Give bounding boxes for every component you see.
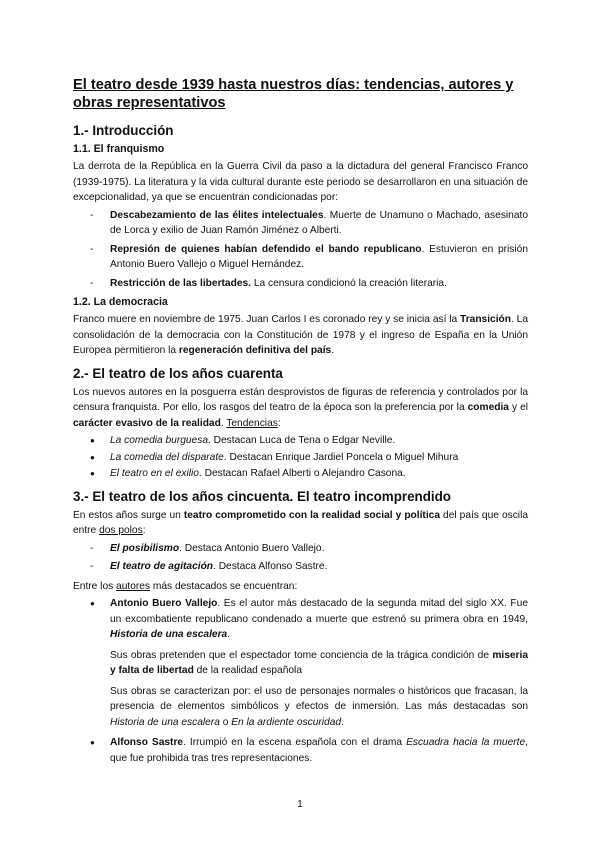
condiciones-list (73, 208, 528, 292)
cincuenta-paragraph: En estos años surge un teatro comprometido con la realidad social y política del país que oscila entre dos polos: (73, 509, 529, 536)
democracia-paragraph: Franco muere en noviembre de 1975. Juan Carlos I es coronado rey y se inicia así la Transición. La consolidación de la democracia con la Constitución de 1978 y el ingreso de España en la Unión Europea permitieron la regeneración definitiva del país. (73, 314, 528, 356)
list-item: - Represión de quienes habían defendido el bando republicano. Estuvieron en prisión Antonio Buero Vallejo o Miguel Hernández. (73, 242, 528, 273)
cuarenta-paragraph: Los nuevos autores en la posguerra están desprovistos de figuras de referencia y controlados por la censura franquista. Por ello, los rasgos del teatro de la época son la preferencia por la comedia y el carácter evasivo de la realidad. Tendencias: (73, 386, 528, 429)
list-item: - El teatro de agitación. Destaca Alfonso Sastre. (73, 559, 528, 575)
list-item: ● El teatro en el exilio. Destacan Rafael Alberti o Alejandro Casona. (73, 466, 528, 482)
list-item-buero: ● Antonio Buero Vallejo. Es el autor más destacado de la segunda mitad del siglo XX. Fue un excombatiente republicano condenado a muerte que estrenó su primera obra en 1949, Historia de una escalera. Sus obras pretenden que el espectador tome conciencia de la trágica condición de miseria y falta de libertad de la realidad española Sus obras se caracterizan por: el uso de personajes normales o históricos que fracasan, la presencia de elementos simbólicos y efectos de inmersión. Las más destacadas son Historia de una escalera o En la ardiente oscuridad. (73, 596, 528, 730)
subsection-1-2-heading: 1.2. La democracia (73, 296, 168, 308)
list-item: - Descabezamiento de las élites intelectuales. Muerte de Unamuno o Machado, asesinato de Lorca y exilio de Juan Ramón Jiménez o Alberti. (73, 208, 528, 239)
polos-list (73, 541, 528, 575)
tendencias-list (73, 433, 528, 482)
list-item-sastre: ● Alfonso Sastre. Irrumpió en la escena española con el drama Escuadra hacia la muerte, que fue prohibida tras tres representaciones. (73, 735, 528, 766)
section-1-heading: 1.- Introducción (73, 123, 174, 138)
list-item: - Restricción de las libertades. La censura condicionó la creación literaria. (73, 276, 528, 292)
list-item: ● La comedia burguesa. Destacan Luca de Tena o Edgar Neville. (73, 433, 528, 449)
section-2-heading: 2.- El teatro de los años cuarenta (73, 365, 283, 381)
franquismo-paragraph: La derrota de la República en la Guerra Civil da paso a la dictadura del general Francisco Franco (1939-1975). La literatura y la vida cultural durante este periodo se desarrollaron en una situación de excepcionalidad, ya que se encuentran condicionadas por: (73, 161, 528, 203)
document-title: El teatro desde 1939 hasta nuestros días: tendencias, autores y obras representativos (73, 77, 514, 111)
page-number: 1 (297, 799, 303, 810)
autores-intro: Entre los autores más destacados se encuentran: (73, 580, 298, 592)
autores-list (73, 596, 528, 766)
list-item: ● La comedia del disparate. Destacan Enrique Jardiel Poncela o Miguel Mihura (73, 450, 528, 466)
section-3-heading: 3.- El teatro de los años cincuenta. El teatro incomprendido (73, 488, 451, 504)
subsection-1-1-heading: 1.1. El franquismo (73, 143, 165, 155)
list-item: - El posibilismo. Destaca Antonio Buero Vallejo. (73, 541, 528, 557)
